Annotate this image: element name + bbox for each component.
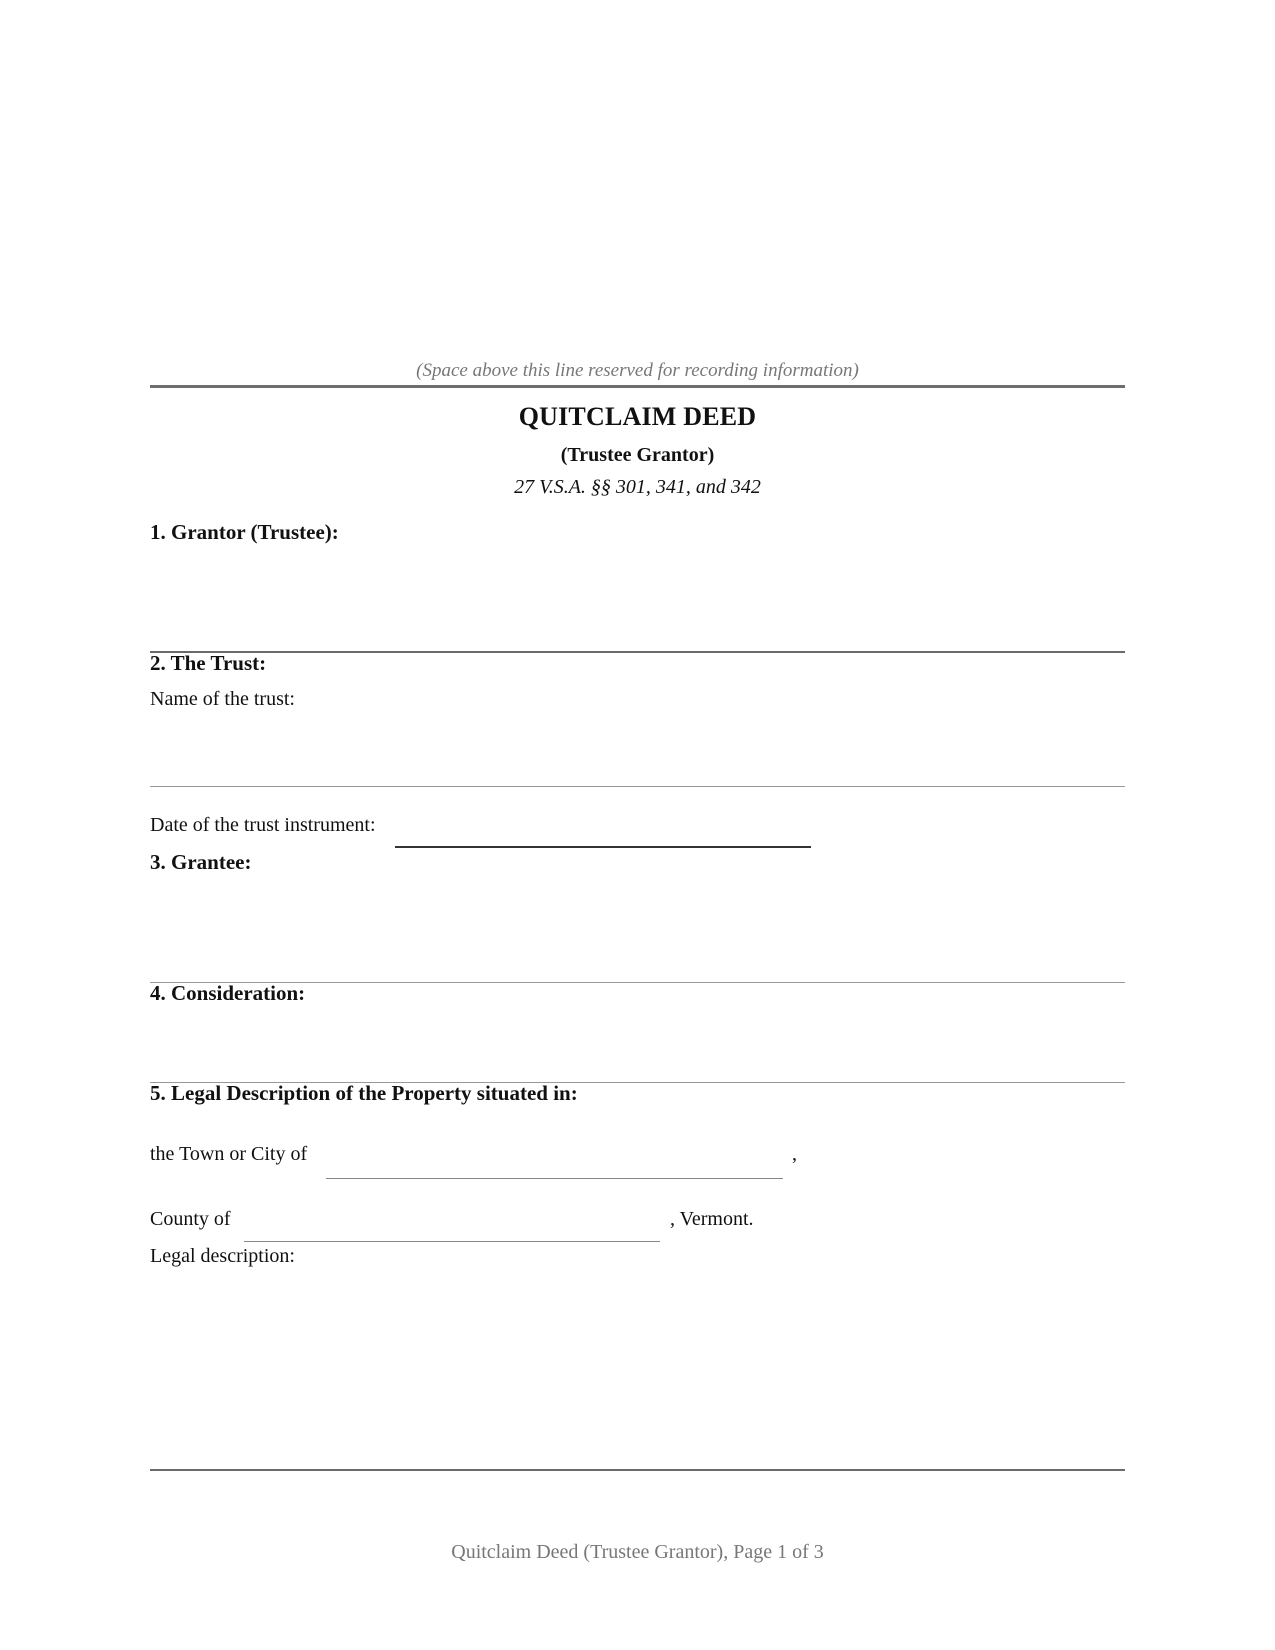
- statute-citation: 27 V.S.A. §§ 301, 341, and 342: [514, 476, 761, 498]
- legal-description-label: Legal description:: [150, 1245, 295, 1267]
- trust-name-fill-line[interactable]: [150, 786, 1125, 787]
- town-comma: ,: [792, 1143, 797, 1165]
- recording-space-note: (Space above this line reserved for recording information): [416, 360, 859, 381]
- document-subtitle: (Trustee Grantor): [560, 444, 715, 466]
- page-footer: Quitclaim Deed (Trustee Grantor), Page 1 of 3: [451, 1541, 824, 1563]
- town-label: the Town or City of: [150, 1143, 308, 1165]
- county-label: County of: [150, 1208, 231, 1230]
- county-state-suffix: , Vermont.: [670, 1208, 754, 1230]
- county-fill-line[interactable]: [244, 1241, 660, 1242]
- recording-divider: [150, 385, 1125, 388]
- legal-description-fill-line[interactable]: [150, 1469, 1125, 1471]
- trust-heading: 2. The Trust:: [150, 651, 267, 675]
- grantee-heading: 3. Grantee:: [150, 850, 252, 874]
- trust-name-label: Name of the trust:: [150, 688, 295, 710]
- consideration-heading: 4. Consideration:: [150, 981, 306, 1005]
- legal-description-heading: 5. Legal Description of the Property situated in:: [150, 1081, 578, 1105]
- grantor-fill-line[interactable]: [150, 651, 1125, 653]
- trust-date-fill-line[interactable]: [395, 846, 811, 848]
- document-title: QUITCLAIM DEED: [518, 402, 757, 431]
- town-fill-line[interactable]: [326, 1178, 783, 1179]
- grantor-heading: 1. Grantor (Trustee):: [150, 520, 339, 544]
- trust-date-label: Date of the trust instrument:: [150, 814, 376, 836]
